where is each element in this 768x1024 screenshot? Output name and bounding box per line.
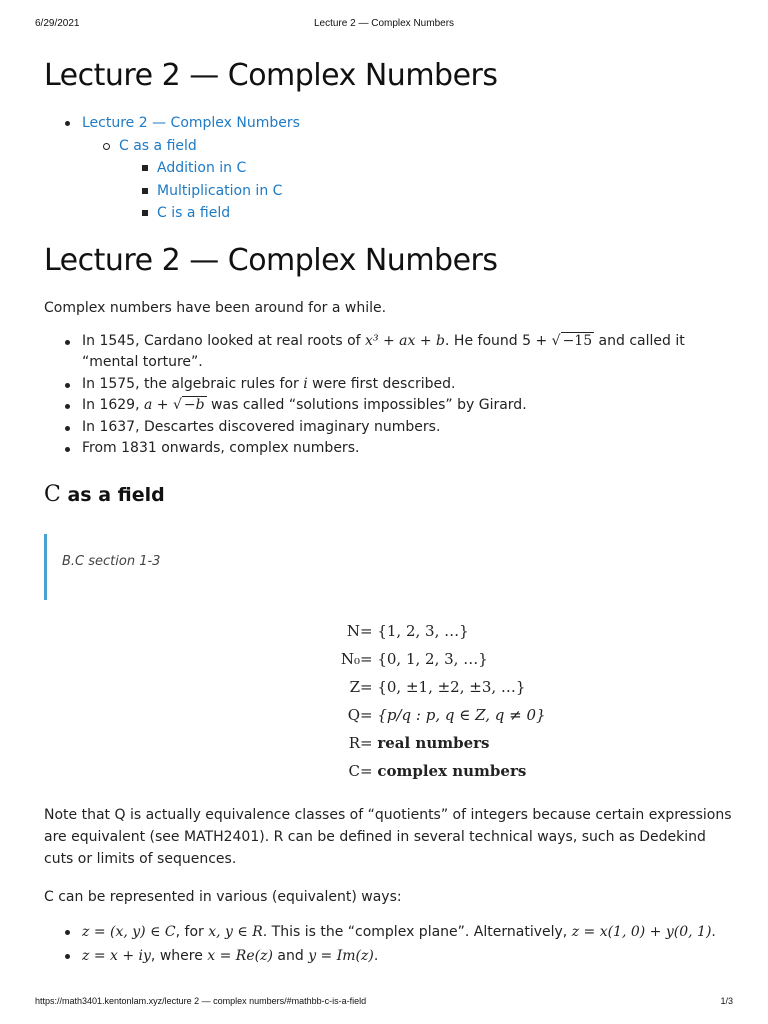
toc-item-is-field (44, 202, 734, 225)
sqrt-expression: √ −b (172, 397, 205, 413)
note-paragraph: Note that Q is actually equivalence classes of “quotients” of integers because certain expressions are equivalent (see MATH2401). R can be defined in several technical ways, such as Dedekind cuts or limits of sequences. (44, 806, 732, 867)
list-item (44, 920, 734, 944)
math-expression: z = (x, y) ∈ C (82, 923, 176, 940)
set-value: {1, 2, 3, …} (377, 621, 469, 640)
text-segment: . This is the “complex plane”. Alternatively, (262, 923, 572, 940)
representation-list (44, 920, 734, 968)
print-title: Lecture 2 — Complex Numbers (313, 18, 455, 29)
toc-link-field[interactable]: C as a field (119, 137, 197, 154)
math-expression: z = x + iy (82, 947, 151, 964)
represent-paragraph: C can be represented in various (equivalent) ways: (44, 888, 402, 905)
field-heading-text: as a field (67, 483, 165, 506)
set-definition: = {0, 1, 2, 3, …} (360, 649, 488, 668)
list-item (44, 374, 734, 396)
field-symbol: C (44, 481, 61, 507)
toc-item-lecture (44, 112, 734, 135)
set-definition: = {1, 2, 3, …} (360, 621, 469, 640)
number-sets-equations (44, 618, 734, 786)
math-expression: a + (143, 397, 173, 413)
text-segment: and called it “mental torture”. (82, 332, 685, 370)
text-segment: , for (175, 923, 209, 940)
set-value: {0, 1, 2, 3, …} (377, 649, 488, 668)
set-definition: = {p/q : p, q ∈ Z, q ≠ 0} (360, 705, 546, 724)
text-segment: In 1545, Cardano looked at real roots of (82, 332, 366, 349)
print-date: 6/29/2021 (35, 18, 80, 29)
toc-item-field (44, 135, 734, 158)
print-header (35, 18, 733, 32)
set-value: {0, ±1, ±2, ±3, …} (377, 677, 526, 696)
set-symbol: N₀ (340, 649, 360, 668)
text-segment: In 1629, (82, 397, 144, 413)
math-expression: x³ + ax + b (365, 332, 446, 349)
list-item (44, 944, 734, 968)
list-item (44, 395, 734, 417)
toc-link-is-field[interactable]: C is a field (157, 205, 231, 221)
equation-row (44, 618, 734, 646)
set-definition: = real numbers (360, 733, 490, 752)
equation-row (44, 674, 734, 702)
radicand: −b (183, 397, 205, 413)
text-segment: In 1575, the algebraic rules for (82, 375, 304, 392)
math-expression: y = Im(z) (308, 947, 374, 964)
field-heading (44, 480, 734, 510)
quote-text: B.C section 1-3 (62, 553, 161, 569)
text-segment: and (272, 947, 309, 964)
set-symbol: N (346, 621, 360, 640)
history-list (44, 331, 734, 460)
equation-row (44, 702, 734, 730)
set-symbol: C (348, 761, 360, 780)
radicand: −15 (562, 332, 593, 349)
list-item: From 1831 onwards, complex numbers. (44, 438, 734, 460)
set-value: complex numbers (377, 761, 527, 780)
list-item: In 1637, Descartes discovered imaginary numbers. (44, 417, 734, 439)
print-url: https://math3401.kentonlam.xyz/lecture 2 — complex numbers/#mathbb-c-is-a-field (35, 996, 367, 1006)
print-footer (35, 996, 733, 1010)
toc-link-lecture[interactable]: Lecture 2 — Complex Numbers (82, 115, 300, 131)
table-of-contents (44, 112, 734, 225)
equation-row (44, 730, 734, 758)
math-expression: x, y ∈ R (208, 923, 263, 940)
set-value: real numbers (377, 733, 490, 752)
equation-row (44, 758, 734, 786)
intro-paragraph: Complex numbers have been around for a while. (44, 299, 387, 316)
text-segment: was called “solutions impossibles” by Girard. (206, 397, 527, 413)
math-expression: z = x(1, 0) + y(0, 1) (571, 923, 712, 940)
set-symbol: Q (347, 705, 360, 724)
set-definition: = complex numbers (360, 761, 527, 780)
toc-item-addition (44, 157, 734, 180)
math-expression: x = Re(z) (207, 947, 273, 964)
list-item (44, 331, 734, 374)
page-number: 1/3 (720, 996, 733, 1006)
blockquote (44, 534, 734, 600)
toc-item-multiplication (44, 180, 734, 203)
set-value: {p/q : p, q ∈ Z, q ≠ 0} (377, 705, 546, 724)
toc-link-multiplication[interactable]: Multiplication in C (157, 182, 283, 199)
document-content (44, 50, 734, 968)
sqrt-expression: √ −15 (551, 332, 593, 349)
equation-row (44, 646, 734, 674)
math-expression: i (303, 375, 308, 392)
text-segment: . (711, 923, 716, 940)
text-segment: . (373, 947, 379, 964)
text-segment: , where (150, 947, 208, 964)
set-definition: = {0, ±1, ±2, ±3, …} (360, 677, 526, 696)
section-title: Lecture 2 — Complex Numbers (44, 242, 498, 278)
text-segment: were first described. (307, 375, 456, 392)
toc-link-addition[interactable]: Addition in C (157, 160, 247, 176)
page-title: Lecture 2 — Complex Numbers (44, 58, 498, 93)
set-symbol: R (348, 733, 360, 752)
text-segment: . He found 5 + (445, 332, 552, 349)
set-symbol: Z (349, 677, 360, 696)
